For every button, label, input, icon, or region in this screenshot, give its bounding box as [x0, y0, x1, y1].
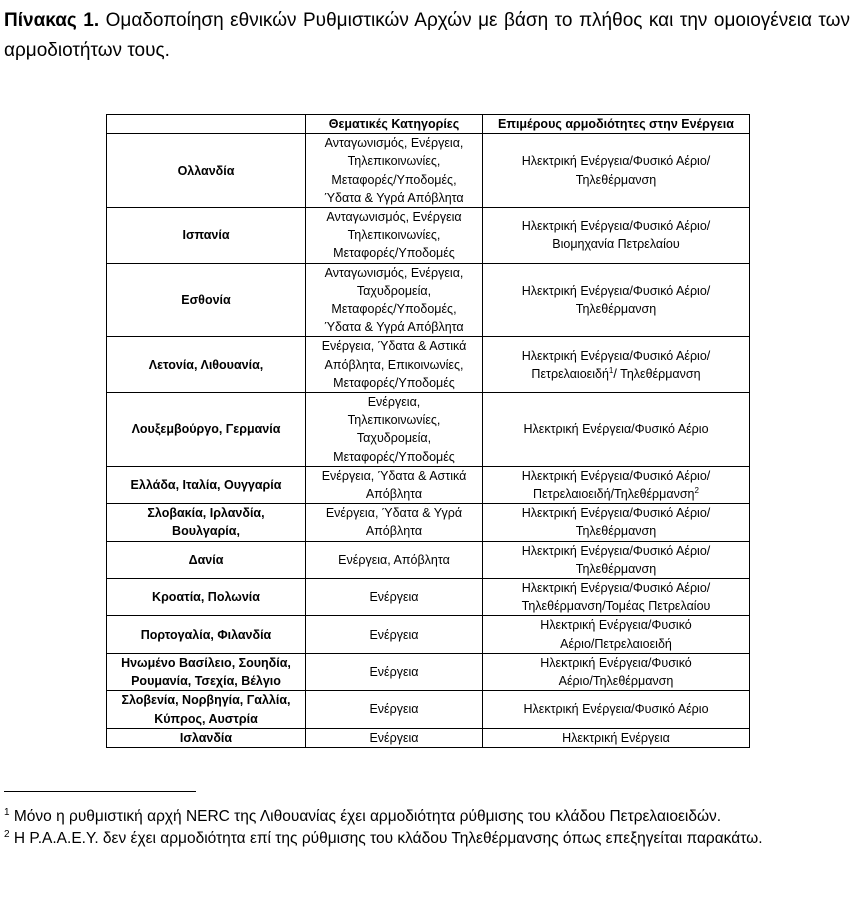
cell-line: Ηλεκτρική Ενέργεια/Φυσικό Αέριο/ [521, 219, 711, 234]
cell-line: Ρουμανία, Τσεχία, Βέλγιο [131, 674, 281, 689]
country-cell: Πορτογαλία, Φιλανδία [107, 616, 306, 653]
cell-line: Ενέργεια, Απόβλητα [338, 552, 450, 567]
categories-cell [306, 541, 483, 578]
cell-line: Αέριο/Πετρελαιοειδή [560, 636, 672, 651]
categories-cell [306, 504, 483, 541]
cell-line: Απόβλητα, Επικοινωνίες, [324, 357, 464, 372]
cell-line: Τηλεπικοινωνίες, [347, 154, 441, 169]
cell-line: Πετρελαιοειδή [531, 366, 609, 381]
table-row [107, 134, 750, 208]
cell-line: Τηλεθέρμανση [575, 524, 657, 539]
footnote [4, 806, 850, 828]
country-cell: Ολλανδία [107, 134, 306, 208]
cell-line: Αέριο/Τηλεθέρμανση [558, 674, 674, 689]
cell-line: Ύδατα & Υγρά Απόβλητα [324, 190, 464, 205]
header-energy: Επιμέρους αρμοδιότητες στην Ενέργεια [483, 115, 750, 134]
energy-cell [483, 208, 750, 264]
cell-line: Ενέργεια, [367, 395, 421, 410]
cell-line: Απόβλητα [365, 524, 423, 539]
cell-line: Τηλεθέρμανση [575, 172, 657, 187]
energy-cell [483, 579, 750, 616]
cell-line: Τηλεθέρμανση/Τομέας Πετρελαίου [521, 599, 711, 614]
table-row [107, 337, 750, 393]
table-row [107, 579, 750, 616]
footnote-text: Μόνο η ρυθμιστική αρχή NERC της Λιθουανίας έχει αρμοδιότητα ρύθμισης του κλάδου Πετρελαιοειδών. [9, 808, 722, 825]
country-cell: Λουξεμβούργο, Γερμανία [107, 393, 306, 467]
table-row [107, 691, 750, 728]
categories-cell [306, 337, 483, 393]
header-categories: Θεματικές Κατηγορίες [306, 115, 483, 134]
cell-line: Ενέργεια [369, 664, 419, 679]
cell-line: Ανταγωνισμός, Ενέργεια [326, 210, 462, 225]
cell-line: Μεταφορές/Υποδομές [333, 449, 455, 464]
country-cell: Λετονία, Λιθουανία, [107, 337, 306, 393]
footnote [4, 828, 850, 850]
cell-line: Βιομηχανία Πετρελαίου [552, 237, 680, 252]
cell-line: Ενέργεια [369, 590, 419, 605]
cell-line: Ενέργεια, Ύδατα & Υγρά [325, 506, 463, 521]
cell-line: Ανταγωνισμός, Ενέργεια, [324, 136, 464, 151]
table-row [107, 466, 750, 503]
cell-line: Ηλεκτρική Ενέργεια/Φυσικό Αέριο/ [521, 283, 711, 298]
cell-line: Ηλεκτρική Ενέργεια/Φυσικό Αέριο/ [521, 543, 711, 558]
regulators-table [106, 114, 750, 748]
country-cell [107, 653, 306, 690]
table-row [107, 393, 750, 467]
cell-line: Ηλεκτρική Ενέργεια/Φυσικό Αέριο/ [521, 468, 711, 483]
categories-cell [306, 579, 483, 616]
categories-cell [306, 134, 483, 208]
cell-line: Ηλεκτρική Ενέργεια/Φυσικό Αέριο/ [521, 506, 711, 521]
cell-line: Ηνωμένο Βασίλειο, Σουηδία, [121, 655, 291, 670]
country-cell: Εσθονία [107, 263, 306, 337]
country-cell: Ελλάδα, Ιταλία, Ουγγαρία [107, 466, 306, 503]
cell-line: Ηλεκτρική Ενέργεια/Φυσικό [540, 655, 692, 670]
footnote-mark: 2 [4, 828, 10, 840]
footnote-ref: 1 [608, 365, 614, 375]
table-row [107, 728, 750, 747]
cell-line: Κύπρος, Αυστρία [154, 711, 258, 726]
energy-cell [483, 337, 750, 393]
footnote-separator [4, 791, 196, 792]
table-row [107, 653, 750, 690]
cell-line: Μεταφορές/Υποδομές [333, 375, 455, 390]
country-cell: Κροατία, Πολωνία [107, 579, 306, 616]
cell-line: Ύδατα & Υγρά Απόβλητα [324, 320, 464, 335]
table-row [107, 263, 750, 337]
energy-cell [483, 728, 750, 747]
country-cell: Ισπανία [107, 208, 306, 264]
categories-cell [306, 466, 483, 503]
energy-cell [483, 504, 750, 541]
table-caption [4, 6, 850, 66]
cell-line: Ηλεκτρική Ενέργεια [562, 730, 670, 745]
cell-line: Ανταγωνισμός, Ενέργεια, [324, 265, 464, 280]
header-country [107, 115, 306, 134]
table-row [107, 616, 750, 653]
cell-line: Μεταφορές/Υποδομές, [331, 302, 457, 317]
table-row [107, 208, 750, 264]
cell-line: Βουλγαρία, [172, 524, 240, 539]
cell-line: Ηλεκτρική Ενέργεια/Φυσικό Αέριο [523, 422, 709, 437]
country-cell: Ισλανδία [107, 728, 306, 747]
cell-line: Ενέργεια [369, 730, 419, 745]
categories-cell [306, 393, 483, 467]
cell-line: Ηλεκτρική Ενέργεια/Φυσικό Αέριο/ [521, 348, 711, 363]
cell-line: Ενέργεια, Ύδατα & Αστικά [321, 468, 467, 483]
cell-line: / Τηλεθέρμανση [613, 366, 701, 381]
energy-cell [483, 393, 750, 467]
cell-line: Σλοβενία, Νορβηγία, Γαλλία, [121, 693, 291, 708]
table-header-row [107, 115, 750, 134]
energy-cell [483, 263, 750, 337]
cell-line: Μεταφορές/Υποδομές [333, 246, 455, 261]
country-cell: Δανία [107, 541, 306, 578]
energy-cell [483, 134, 750, 208]
cell-line: Ηλεκτρική Ενέργεια/Φυσικό Αέριο [523, 702, 709, 717]
caption-label: Πίνακας 1. [4, 10, 100, 31]
country-cell [107, 504, 306, 541]
cell-line: Ενέργεια [369, 627, 419, 642]
cell-line: Τηλεθέρμανση [575, 561, 657, 576]
cell-line: Ταχυδρομεία, [356, 431, 432, 446]
categories-cell [306, 653, 483, 690]
categories-cell [306, 616, 483, 653]
table-body [107, 134, 750, 748]
country-cell [107, 691, 306, 728]
cell-line: Σλοβακία, Ιρλανδία, [147, 506, 265, 521]
footnote-ref: 2 [694, 485, 699, 495]
cell-line: Τηλεπικοινωνίες, [347, 228, 441, 243]
cell-line: Μεταφορές/Υποδομές, [331, 172, 457, 187]
categories-cell [306, 691, 483, 728]
cell-line: Τηλεθέρμανση [575, 302, 657, 317]
categories-cell [306, 728, 483, 747]
cell-line: Ηλεκτρική Ενέργεια/Φυσικό Αέριο/ [521, 154, 711, 169]
cell-line: Ενέργεια [369, 702, 419, 717]
cell-line: Απόβλητα [365, 487, 423, 502]
cell-line: Ενέργεια, Ύδατα & Αστικά [321, 339, 467, 354]
table-row [107, 504, 750, 541]
cell-line: Τηλεπικοινωνίες, [347, 413, 441, 428]
categories-cell [306, 263, 483, 337]
cell-line: Ηλεκτρική Ενέργεια/Φυσικό [540, 618, 692, 633]
footnote-text: Η Ρ.Α.Α.Ε.Υ. δεν έχει αρμοδιότητα επί της ρύθμισης του κλάδου Τηλεθέρμανσης όπως επεξηγείται παρακάτω. [9, 830, 763, 847]
energy-cell [483, 616, 750, 653]
table-row [107, 541, 750, 578]
caption-text: Ομαδοποίηση εθνικών Ρυθμιστικών Αρχών με βάση το πλήθος και την ομοιογένεια των αρμοδιοτήτων τους. [4, 10, 850, 61]
cell-line: Πετρελαιοειδή/Τηλεθέρμανση [533, 487, 695, 502]
energy-cell [483, 653, 750, 690]
footnotes [4, 806, 850, 850]
footnote-mark: 1 [4, 806, 10, 818]
energy-cell [483, 466, 750, 503]
energy-cell [483, 541, 750, 578]
energy-cell [483, 691, 750, 728]
cell-line: Ταχυδρομεία, [356, 283, 432, 298]
cell-line: Ηλεκτρική Ενέργεια/Φυσικό Αέριο/ [521, 581, 711, 596]
categories-cell [306, 208, 483, 264]
